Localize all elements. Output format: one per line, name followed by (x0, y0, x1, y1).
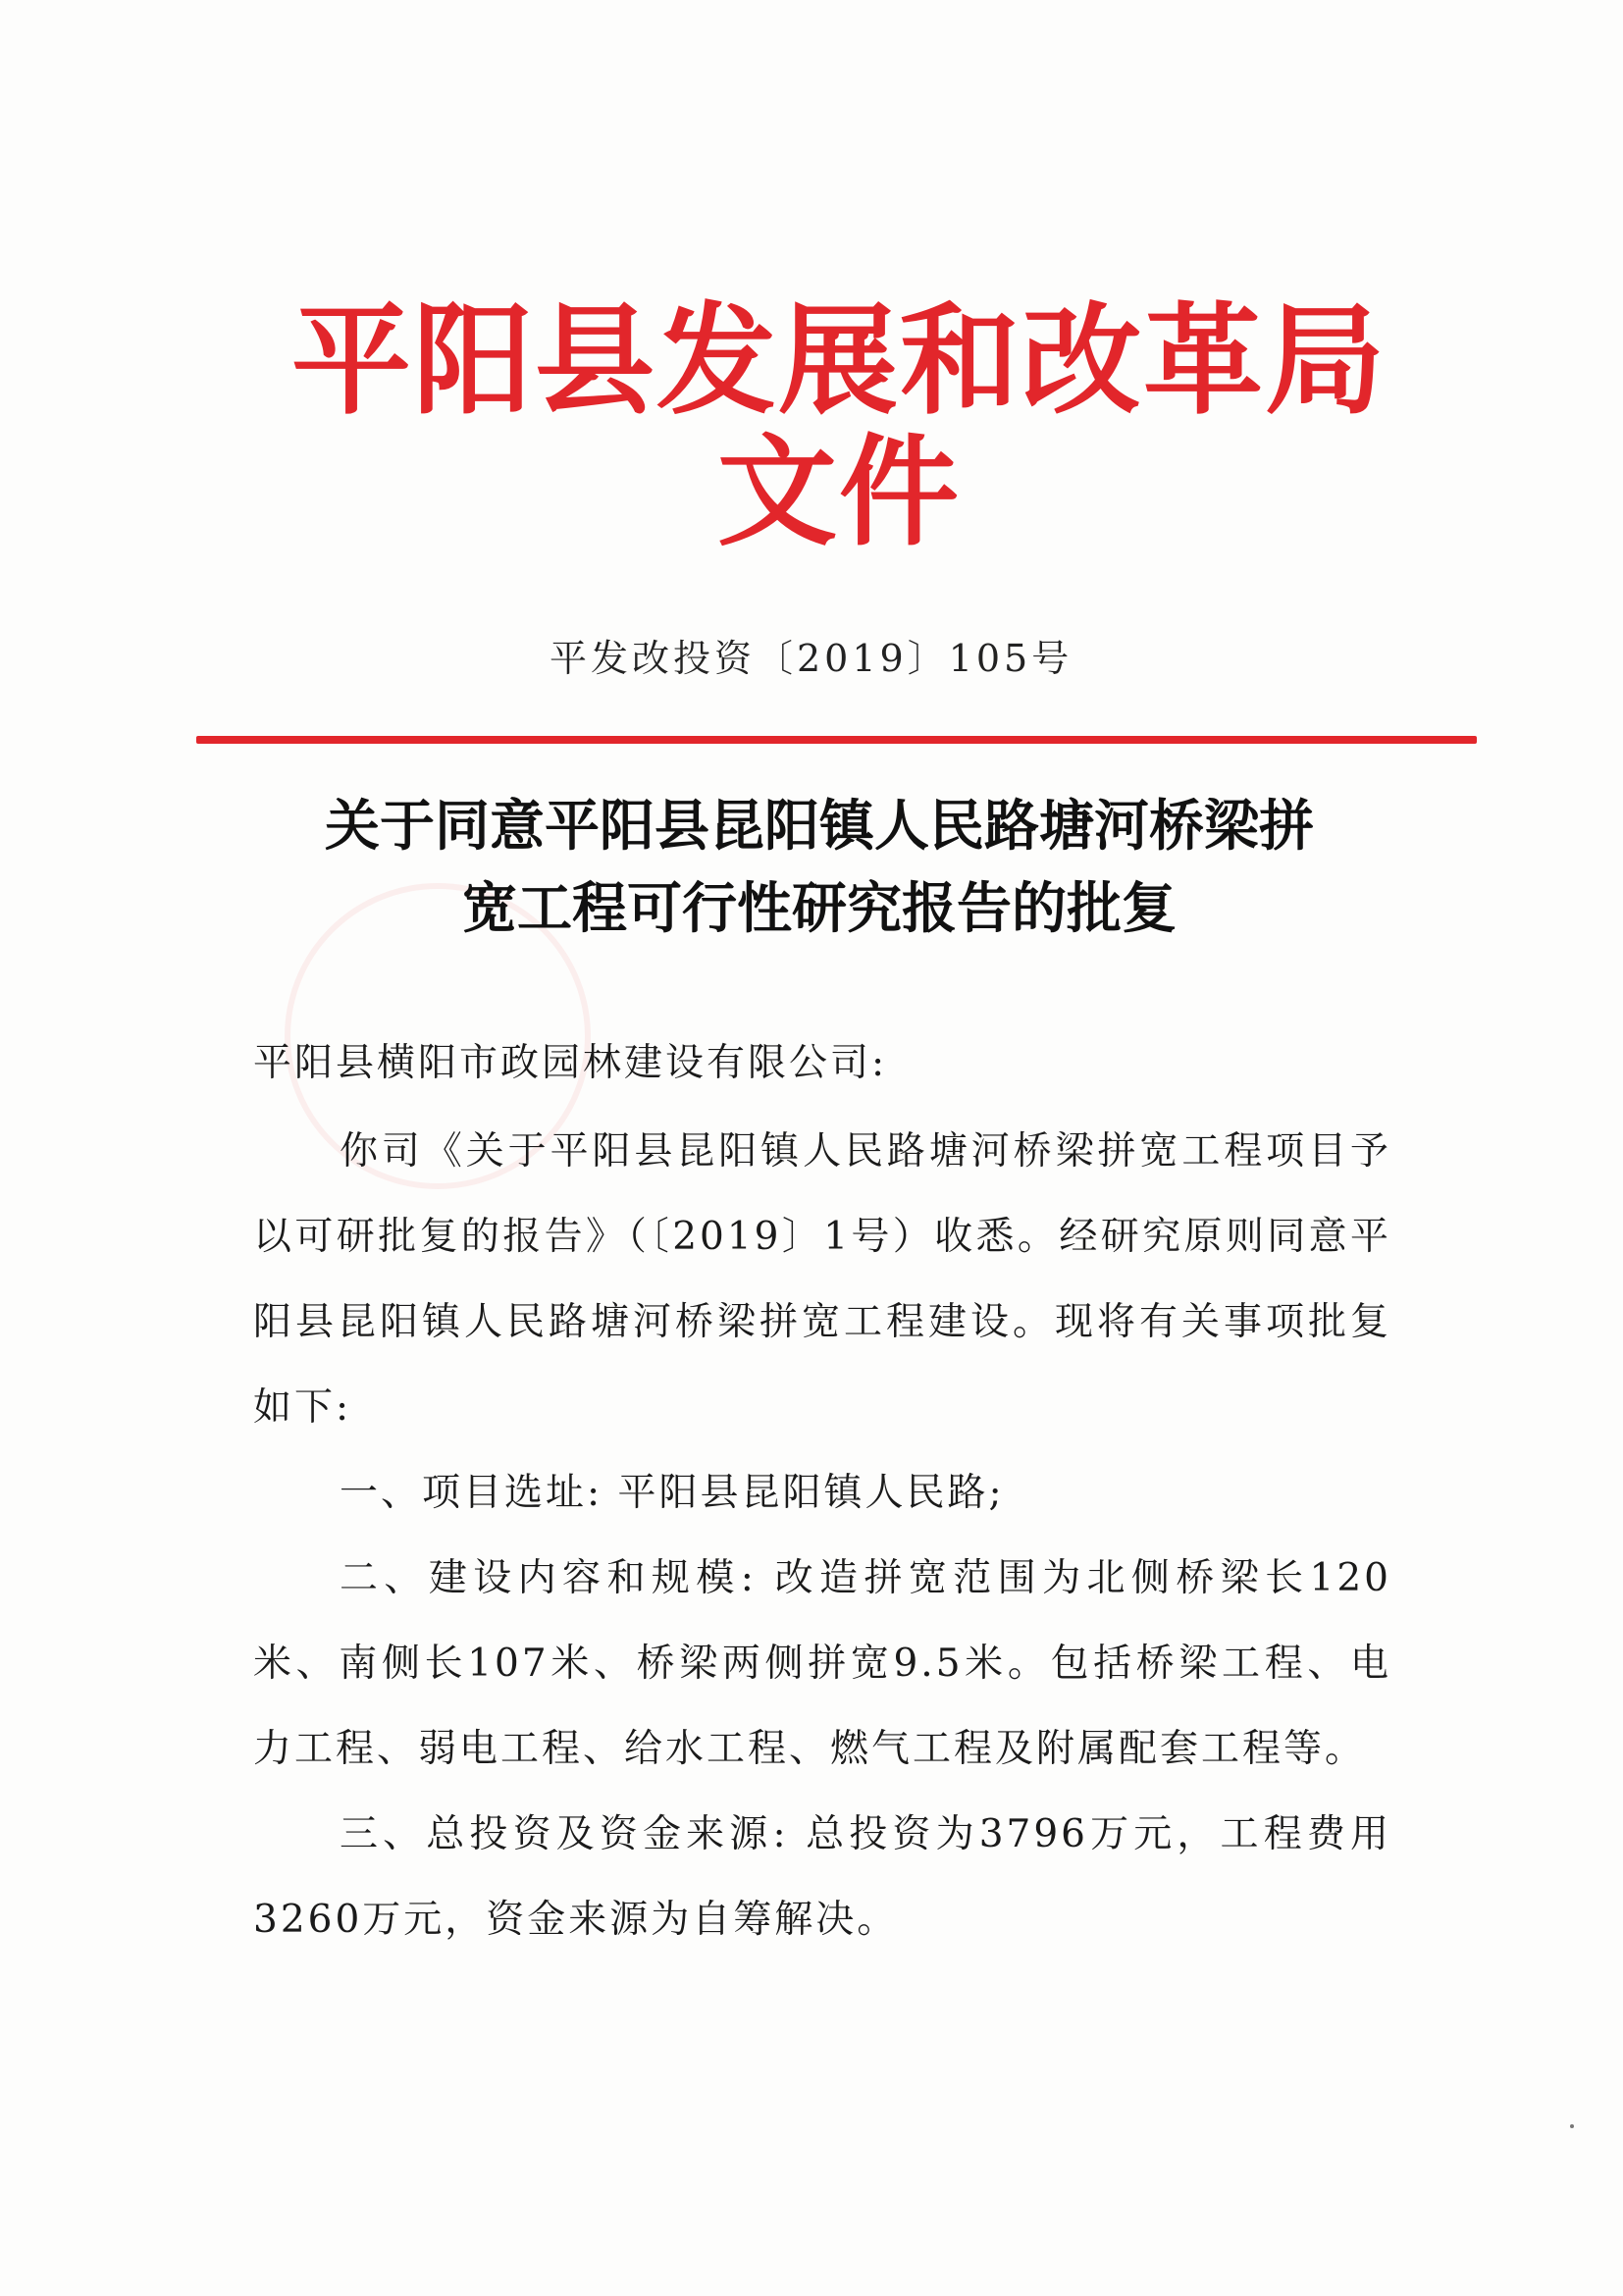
agency-header-title: 平阳县发展和改革局文件 (291, 289, 1387, 563)
document-number: 平发改投资〔2019〕105号 (550, 637, 1073, 680)
body-paragraph-location: 一、项目选址: 平阳县昆阳镇人民路; (340, 1471, 1005, 1515)
body-paragraph-scope: 二、建设内容和规模: 改造拼宽范围为北侧桥梁长120米、南侧长107米、桥梁两侧拼宽9.5米。包括桥梁工程、电力工程、弱电工程、给水工程、燃气工程及附属配套工程等。 (253, 1556, 1391, 1771)
subject-title-line-2: 宽工程可行性研究报告的批复 (462, 876, 1177, 941)
red-divider-rule (196, 736, 1477, 744)
subject-title (216, 785, 1423, 950)
subject-title-line-1: 关于同意平阳县昆阳镇人民路塘河桥梁拼 (325, 794, 1314, 859)
body-paragraph-intro: 你司《关于平阳县昆阳镇人民路塘河桥梁拼宽工程项目予以可研批复的报告》（〔2019〕1号）收悉。经研究原则同意平阳县昆阳镇人民路塘河桥梁拼宽工程建设。现将有关事项批复如下: (253, 1129, 1391, 1430)
addressee: 平阳县横阳市政园林建设有限公司: (253, 1041, 888, 1085)
body-text (253, 1109, 1391, 1962)
body-paragraph-investment: 三、总投资及资金来源: 总投资为3796万元，工程费用3260万元，资金来源为自筹解决。 (253, 1812, 1391, 1942)
scan-dot-mark (1570, 2124, 1574, 2128)
